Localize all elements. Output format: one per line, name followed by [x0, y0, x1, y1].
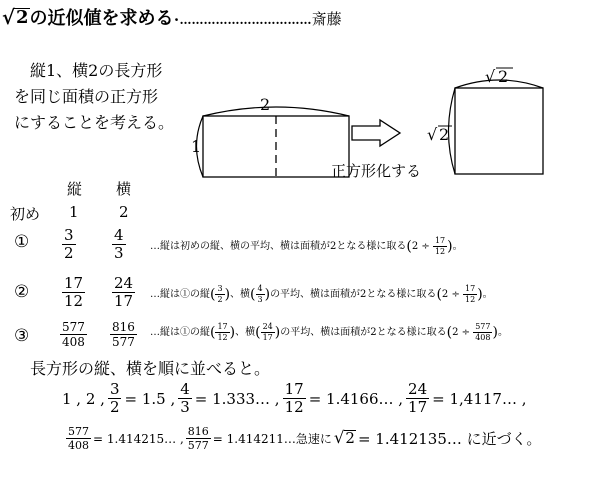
- title-sqrt: √ 2: [2, 5, 29, 29]
- intro-line-1: 縦1、横2の長方形: [30, 61, 163, 80]
- arrow-icon: [352, 120, 400, 146]
- intro-line-2: を同じ面積の正方形: [14, 87, 159, 106]
- page-title: √ 2 の近似値を求める･……………………………斎藤: [2, 5, 342, 29]
- sequence-line-2: $\frac{577}{408}$ = 1.414215… , $\frac{816}{577}$ = 1.414211…急速に √ 2 = 1.412135… に近づく。: [68, 425, 542, 452]
- square-shape: [455, 88, 543, 174]
- row2-tate-fraction: $\frac{17}{12}$: [64, 274, 84, 310]
- square-top-radicand: 2: [498, 67, 509, 86]
- square-top-radical: √: [485, 67, 496, 86]
- rect-height-label: 1: [191, 137, 202, 156]
- row3-tate-fraction: $\frac{577}{408}$: [62, 320, 85, 349]
- row-label-1: ①: [14, 232, 30, 252]
- col-header-yoko: 横: [116, 180, 132, 198]
- row-label-start: 初め: [10, 205, 41, 223]
- rect-width-label: 2: [260, 95, 271, 114]
- row2-note: …縦は①の縦( $\frac{3}{2}$ )、横( $\frac{4}{3}$ )の平均、横は面積が2となる様に取る(2 ÷ $\frac{17}{12}$ )。: [150, 284, 493, 304]
- row3-note: …縦は①の縦( $\frac{17}{12}$ )、横( $\frac{24}{17}$ )の平均、横は面積が2となる様に取る(2 ÷ $\frac{577}{408}$ )。: [150, 322, 508, 342]
- title-dots: ･……………………………: [173, 13, 312, 27]
- intro-line-3: にすることを考える。: [14, 113, 175, 132]
- sequence-line-1: 1 , 2 , $\frac{3}{2}$ = 1.5 , $\frac{4}{3}$ = 1.333… , $\frac{17}{12}$ = 1.4166… , $\frac{24}{17}$ = 1,4117… ,: [62, 380, 527, 416]
- intro-text: [14, 58, 174, 136]
- row1-yoko-fraction: $\frac{4}{3}$: [114, 226, 124, 262]
- row3-yoko-fraction: $\frac{816}{577}$: [112, 320, 135, 349]
- row1-tate-fraction: $\frac{3}{2}$: [64, 226, 74, 262]
- width-brace: [203, 107, 349, 116]
- arrow-caption: 正方形化する: [331, 162, 422, 180]
- square-left-radicand: 2: [439, 125, 450, 144]
- row-start-tate: 1: [69, 203, 79, 221]
- diagram: [180, 60, 585, 190]
- square-left-radical: √: [427, 125, 438, 144]
- col-header-tate: 縦: [67, 180, 83, 198]
- sequence-sqrt: √ 2: [333, 428, 355, 448]
- row-start-yoko: 2: [119, 203, 129, 221]
- title-author: 斎藤: [311, 10, 342, 28]
- sequence-heading: 長方形の縦、横を順に並べると。: [30, 359, 271, 378]
- square-left-brace: [449, 88, 456, 174]
- row1-note: …縦は初めの縦、横の平均、横は面積が2となる様に取る(2 ÷ $\frac{17}{12}$ )。: [150, 236, 463, 256]
- row2-yoko-fraction: $\frac{24}{17}$: [114, 274, 134, 310]
- row-label-3: ③: [14, 326, 30, 346]
- row-label-2: ②: [14, 282, 30, 302]
